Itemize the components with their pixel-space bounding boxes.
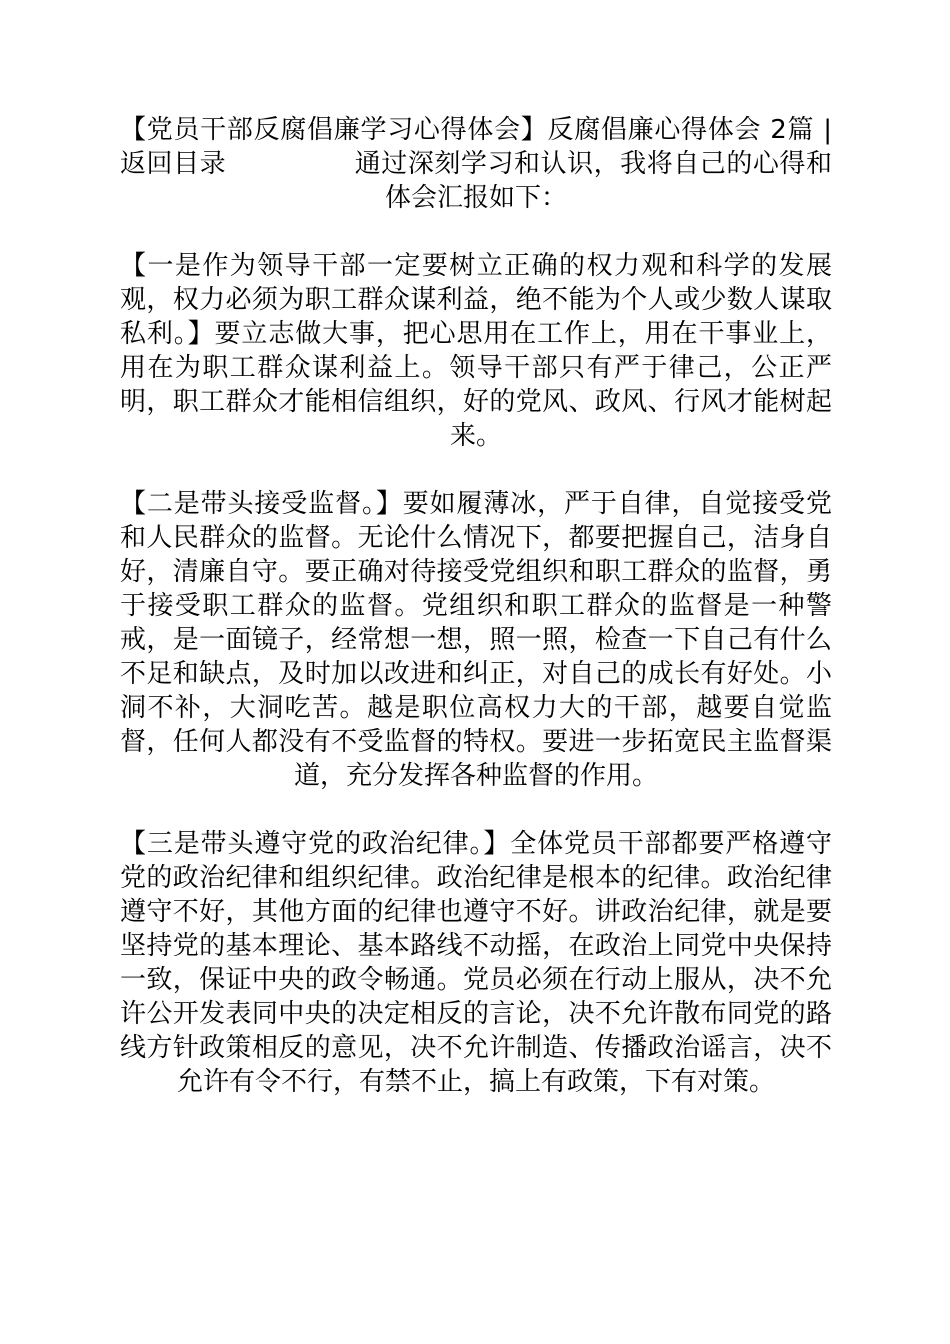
document-title: 【党员干部反腐倡廉学习心得体会】反腐倡廉心得体会 2篇 | 返回目录 bbox=[120, 115, 832, 179]
paragraph-gap bbox=[120, 215, 832, 249]
section-two-body: 要如履薄冰，严于自律，自觉接受党和人民群众的监督。无论什么情况下，都要把握自己，洁身自好，清廉自守。要正确对待接受党组织和职工群众的监督，勇于接受职工群众的监督。党组织和职工群众的监督是一种警戒，是一面镜子，经常想一想，照一照，检查一下自己有什么不足和缺点，及时加以改进和纠正，对自己的成长有好处。小洞不补，大洞吃苦。越是职位高权力大的干部，越要自觉监督，任何人都没有不受监督的特权。要进一步拓宽民主监督渠道，充分发挥各种监督的作用。 bbox=[120, 489, 832, 791]
intro-lead: 通过深刻学习和认识，我将自己的心得和体会汇报如下： bbox=[354, 149, 832, 213]
section-two-heading: 【二是带头接受监督。】 bbox=[120, 489, 403, 519]
section-three-body: 全体党员干部都要严格遵守党的政治纪律和组织纪律。政治纪律是根本的纪律。政治纪律遵守不好，其他方面的纪律也遵守不好。讲政治纪律，就是要坚持党的基本理论、基本路线不动摇，在政治上同党中央保持一致，保证中央的政令畅通。党员必须在行动上服从，决不允许公开发表同中央的决定相反的言论，决不允许散布同党的路线方针政策相反的意见，决不允许制造、传播政治谣言，决不允许有令不行，有禁不止，搞上有政策，下有对策。 bbox=[120, 829, 832, 1097]
section-three-paragraph bbox=[120, 827, 832, 1099]
section-one-heading: 【一是作为领导干部一定要树立正确的权力观和科学的发展观，权力必须为职工群众谋利益，绝不能为个人或少数人谋取私利。】 bbox=[120, 251, 832, 349]
section-one-paragraph bbox=[120, 249, 832, 453]
section-one-body: 要立志做大事，把心思用在工作上，用在干事业上，用在为职工群众谋利益上。领导干部只有严于律己，公正严明，职工群众才能相信组织，好的党风、政风、行风才能树起来。 bbox=[120, 319, 832, 451]
document-body bbox=[120, 113, 832, 1099]
section-two-paragraph bbox=[120, 487, 832, 793]
paragraph-gap bbox=[120, 453, 832, 487]
section-three-heading: 【三是带头遵守党的政治纪律。】 bbox=[120, 829, 511, 859]
intro-paragraph bbox=[120, 113, 832, 215]
paragraph-gap bbox=[120, 793, 832, 827]
